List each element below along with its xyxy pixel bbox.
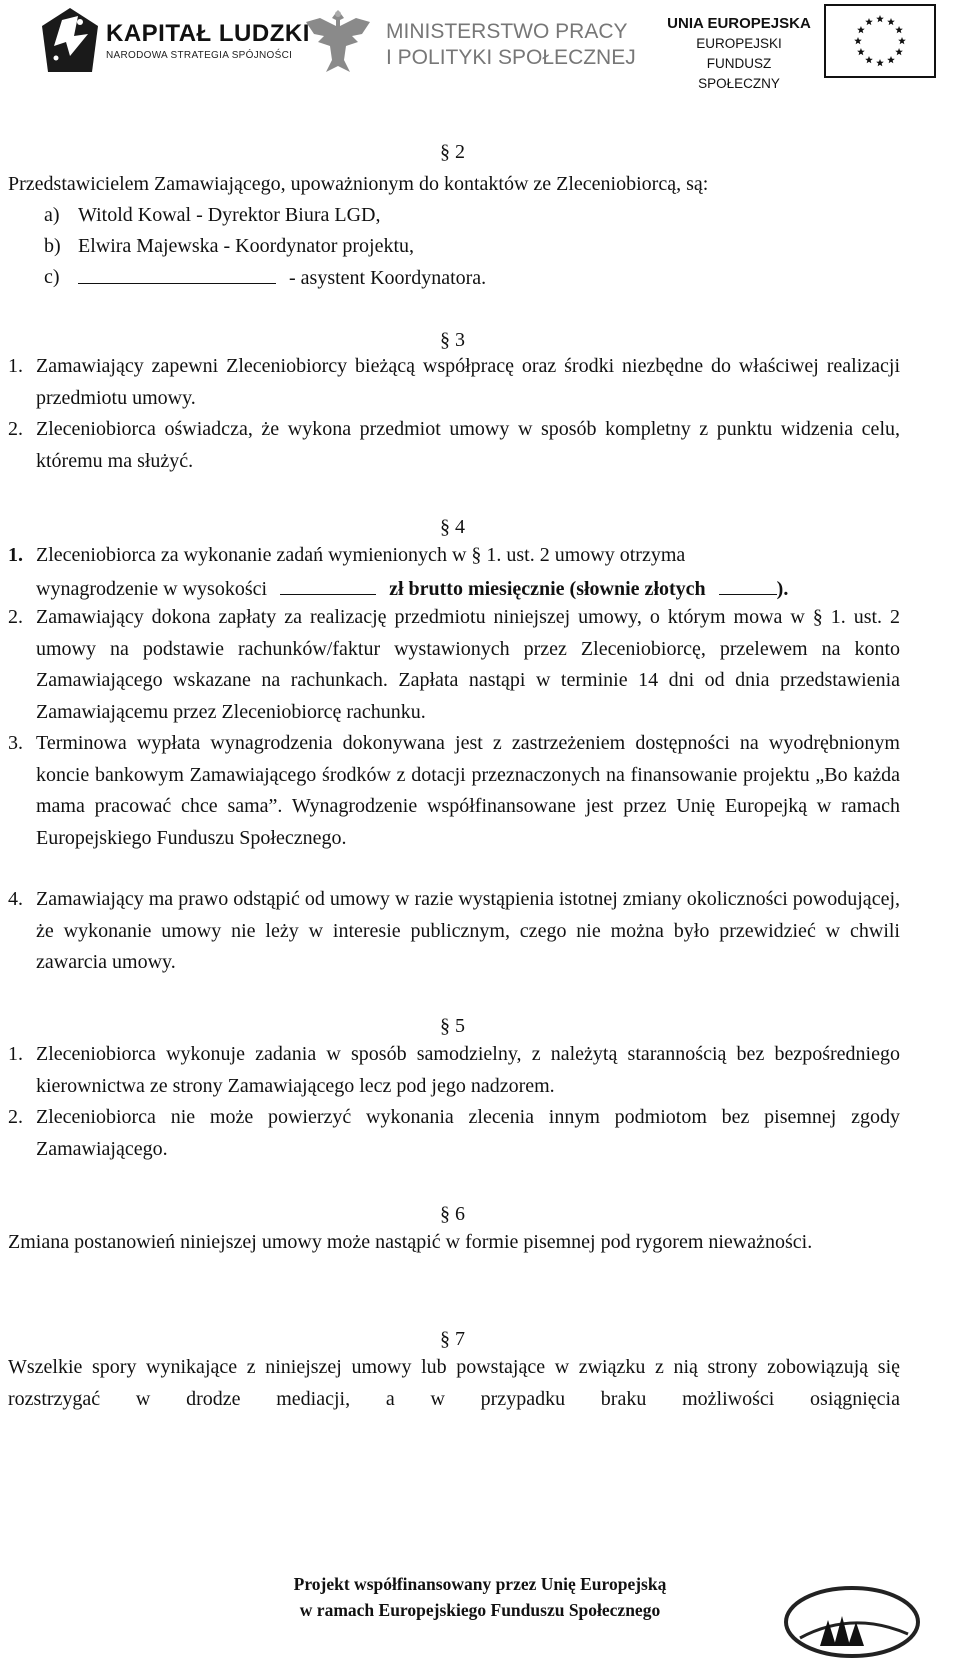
- s4-paragraph-3: Terminowa wypłata wynagrodzenia dokonywana jest z zastrzeżeniem dostępności na wyodrębnionym koncie bankowym Zamawiającego środków z dotacji przeznaczonych na finansowanie projektu „Bo każda mama pracować chce sama”. Wynagrodzenie współfinansowane jest przez Unię Europejką w ramach Europejskiego Funduszu Społecznego.: [36, 732, 900, 849]
- section-5-heading: § 5: [440, 1015, 465, 1037]
- s5-paragraph-2: Zleceniobiorca nie może powierzyć wykonania zlecenia innym podmiotom bez pisemnej zgody Zamawiającego.: [36, 1106, 900, 1160]
- list-item-b: Elwira Majewska - Koordynator projektu,: [78, 235, 415, 257]
- s4-p4-number: 4.: [8, 888, 23, 910]
- s4-p2-number: 2.: [8, 606, 23, 628]
- eu-logo-line2: EUROPEJSKI: [696, 36, 782, 51]
- s4-wage-close: ).: [776, 578, 789, 600]
- page-footer: [0, 1560, 960, 1667]
- s7-paragraph-1: Wszelkie spory wynikające z niniejszej umowy lub powstające w związku z nią strony zobowiązują się rozstrzygać w drodze mediacji, a w przypadku braku możliwości osiągnięcia: [8, 1356, 900, 1410]
- s3-p1-number: 1.: [8, 355, 23, 377]
- list-item-c-row: [78, 265, 486, 290]
- s4-paragraph-4: Zamawiający ma prawo odstąpić od umowy w razie wystąpienia istotnej zmiany okoliczności powodującej, że wykonanie umowy nie leży w interesie publicznym, czego nie można było przewidzieć w chwili zawarcia umowy.: [36, 888, 900, 973]
- s4-p1-number: 1.: [8, 544, 23, 566]
- section-3-heading: § 3: [440, 329, 465, 351]
- ministry-name-line2: I POLITYKI SPOŁECZNEJ: [386, 46, 636, 69]
- list-label-b: b): [44, 235, 61, 257]
- section-4-heading: § 4: [440, 516, 465, 538]
- eagle-emblem-icon: [300, 4, 376, 80]
- lgd-biale-lugi-logo: [780, 1560, 930, 1660]
- s4-wage-label: wynagrodzenie w wysokości: [36, 578, 268, 600]
- s5-p1-number: 1.: [8, 1043, 23, 1065]
- blank-line: [78, 265, 276, 284]
- kapital-ludzki-title: KAPITAŁ LUDZKI: [106, 20, 310, 47]
- kapital-ludzki-emblem: [40, 6, 100, 74]
- section-7-heading: § 7: [440, 1328, 465, 1350]
- s3-paragraph-1: Zamawiający zapewni Zleceniobiorcy bieżącą współpracę oraz środki niezbędne do właściwej realizacji przedmiotu umowy.: [36, 355, 900, 409]
- s4-paragraph-1-line2: [36, 576, 788, 601]
- section-2-intro: Przedstawicielem Zamawiającego, upoważnionym do kontaktów ze Zleceniobiorcą, są:: [8, 173, 709, 195]
- eu-logo-text: [664, 14, 814, 94]
- eu-flag-icon: [824, 4, 936, 78]
- section-6-heading: § 6: [440, 1203, 465, 1225]
- s4-p3-number: 3.: [8, 732, 23, 754]
- footer-line-2: w ramach Europejskiego Funduszu Społecznego: [299, 1600, 661, 1620]
- list-label-c: c): [44, 266, 60, 288]
- eu-logo-line3: FUNDUSZ SPOŁECZNY: [698, 56, 780, 91]
- s3-paragraph-2: Zleceniobiorca oświadcza, że wykona przedmiot umowy w sposób kompletny z punktu widzenia celu, któremu ma służyć.: [36, 418, 900, 472]
- list-label-a: a): [44, 204, 60, 226]
- footer-line-1: Projekt współfinansowany przez Unię Europejską: [293, 1574, 667, 1594]
- section-2-heading: § 2: [440, 141, 465, 163]
- s6-paragraph-1: Zmiana postanowień niniejszej umowy może nastąpić w formie pisemnej pod rygorem nieważności.: [8, 1231, 813, 1253]
- s5-paragraph-1: Zleceniobiorca wykonuje zadania w sposób samodzielny, z należytą starannością bez bezpośredniego kierownictwa ze strony Zamawiającego lecz pod jego nadzorem.: [36, 1043, 900, 1097]
- list-item-c: - asystent Koordynatora.: [289, 267, 487, 289]
- ministry-name-line1: MINISTERSTWO PRACY: [386, 20, 628, 43]
- s4-paragraph-1-line1: Zleceniobiorca za wykonanie zadań wymienionych w § 1. ust. 2 umowy otrzyma: [36, 544, 686, 566]
- kapital-ludzki-subtitle: NARODOWA STRATEGIA SPÓJNOŚCI: [106, 50, 293, 61]
- eu-logo-line1: UNIA EUROPEJSKA: [667, 15, 811, 32]
- list-item-a: Witold Kowal - Dyrektor Biura LGD,: [78, 204, 381, 226]
- s3-p2-number: 2.: [8, 418, 23, 440]
- s4-wage-text: zł brutto miesięcznie (słownie złotych: [389, 578, 706, 600]
- ministry-logo: [300, 4, 636, 80]
- s4-paragraph-2: Zamawiający dokona zapłaty za realizację przedmiotu niniejszej umowy, o którym mowa w § 1. ust. 2 umowy na podstawie rachunków/faktur wystawionych przez Zleceniobiorcę, przelewem na konto Zamawiającego wskazane na rachunkach. Zapłata nastąpi w terminie 14 dni od dnia przedstawienia Zamawiającemu przez Zleceniobiorcę rachunku.: [36, 606, 900, 723]
- s5-p2-number: 2.: [8, 1106, 23, 1128]
- blank-line: [719, 576, 777, 595]
- blank-line: [280, 576, 376, 595]
- page-header: [0, 0, 960, 90]
- eu-logo: [664, 4, 940, 91]
- kapital-ludzki-logo: [40, 6, 310, 74]
